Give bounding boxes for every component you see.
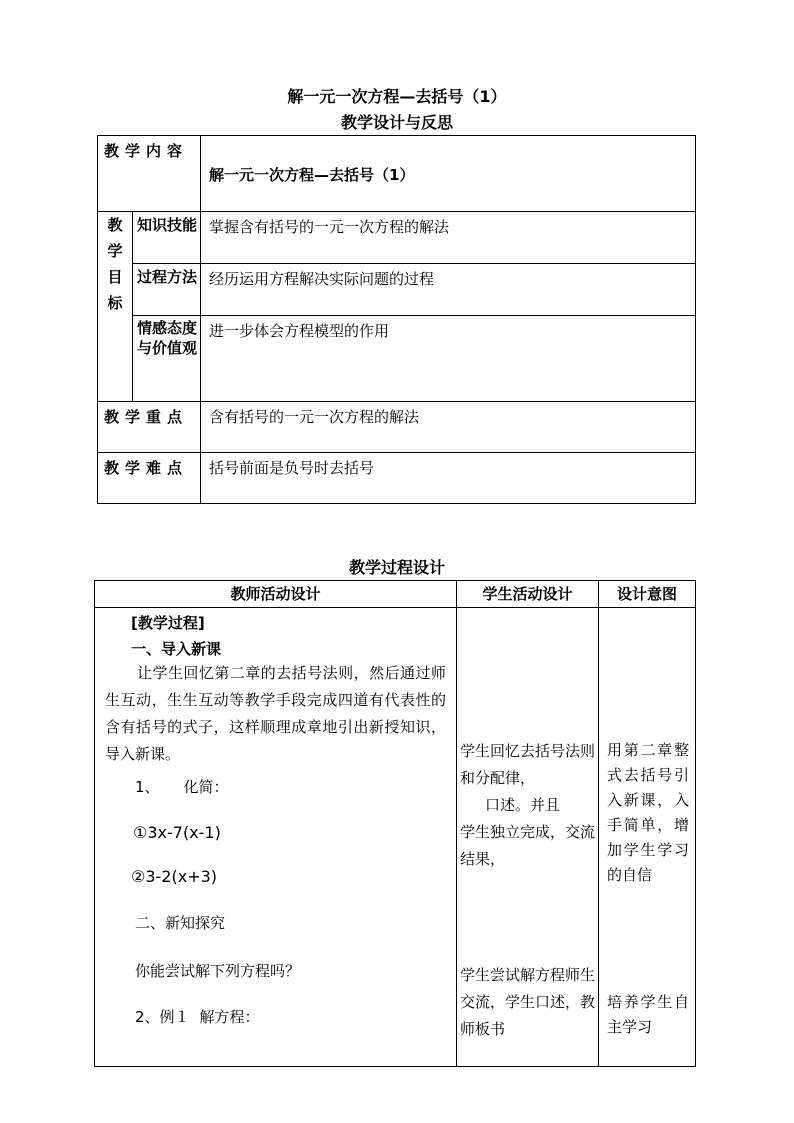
student-activity-1: 学生回忆去括号法则和分配律， [460, 742, 596, 787]
process-title: 教学过程设计 [348, 558, 445, 577]
document-subtitle: 教学设计与反思 [340, 113, 453, 132]
expression-1: ①3x-7(x-1) [133, 823, 221, 842]
section-explore: 二、新知探究 [135, 914, 226, 932]
document-title: 解一元一次方程—去括号（1） [287, 87, 507, 106]
difficulty-label: 教学难点 [98, 453, 201, 504]
student-activity-2: 学生尝试解方程师生交流，学生口述，教师板书 [460, 966, 596, 1038]
intent-cell [599, 608, 696, 1067]
content-label: 教学内容 [98, 136, 201, 212]
objectives-label: 教 学 目 标 [98, 212, 133, 402]
header-teacher: 教师活动设计 [95, 581, 457, 608]
objective-value: 经历运用方程解决实际问题的过程 [201, 264, 696, 316]
objective-label: 过程方法 [133, 264, 201, 316]
section-intro: 一、导入新课 [131, 640, 222, 658]
objective-value: 掌握含有括号的一元一次方程的解法 [201, 212, 696, 264]
intent-2: 培养学生自主学习 [607, 993, 689, 1036]
expression-2: ②3-2(x+3) [131, 867, 218, 886]
teacher-activity-cell [95, 608, 457, 1067]
difficulty-value: 括号前面是负号时去括号 [201, 453, 696, 504]
header-intent: 设计意图 [599, 581, 696, 608]
explore-question: 你能尝试解下列方程吗？ [135, 962, 301, 980]
objective-label: 情感态度与价值观 [133, 316, 201, 402]
design-table [97, 135, 696, 504]
student-activity-1b: 口述。并且 [485, 796, 561, 814]
intro-paragraph: 让学生回忆第二章的去括号法则，然后通过师生互动，生生互动等教学手段完成四道有代表性的含有括号的式子，这样顺理成章地引出新授知识，导入新课。 [105, 664, 446, 763]
student-activity-1c: 学生独立完成，交流结果， [460, 823, 596, 868]
process-tag: [教学过程] [131, 614, 205, 632]
key-point-value: 含有括号的一元一次方程的解法 [201, 402, 696, 453]
objective-value: 进一步体会方程模型的作用 [201, 316, 696, 402]
content-value: 解一元一次方程—去括号（1） [201, 136, 696, 212]
process-table [94, 580, 696, 1067]
objective-label: 知识技能 [133, 212, 201, 264]
item1: 1、 化简： [135, 778, 229, 796]
example-1: 2、例１ 解方程： [135, 1008, 260, 1026]
intent-1: 用第二章整式去括号引入新课，入手简单，增加学生学习的自信 [607, 741, 689, 884]
header-student: 学生活动设计 [457, 581, 599, 608]
key-point-label: 教学重点 [98, 402, 201, 453]
student-activity-cell [457, 608, 599, 1067]
